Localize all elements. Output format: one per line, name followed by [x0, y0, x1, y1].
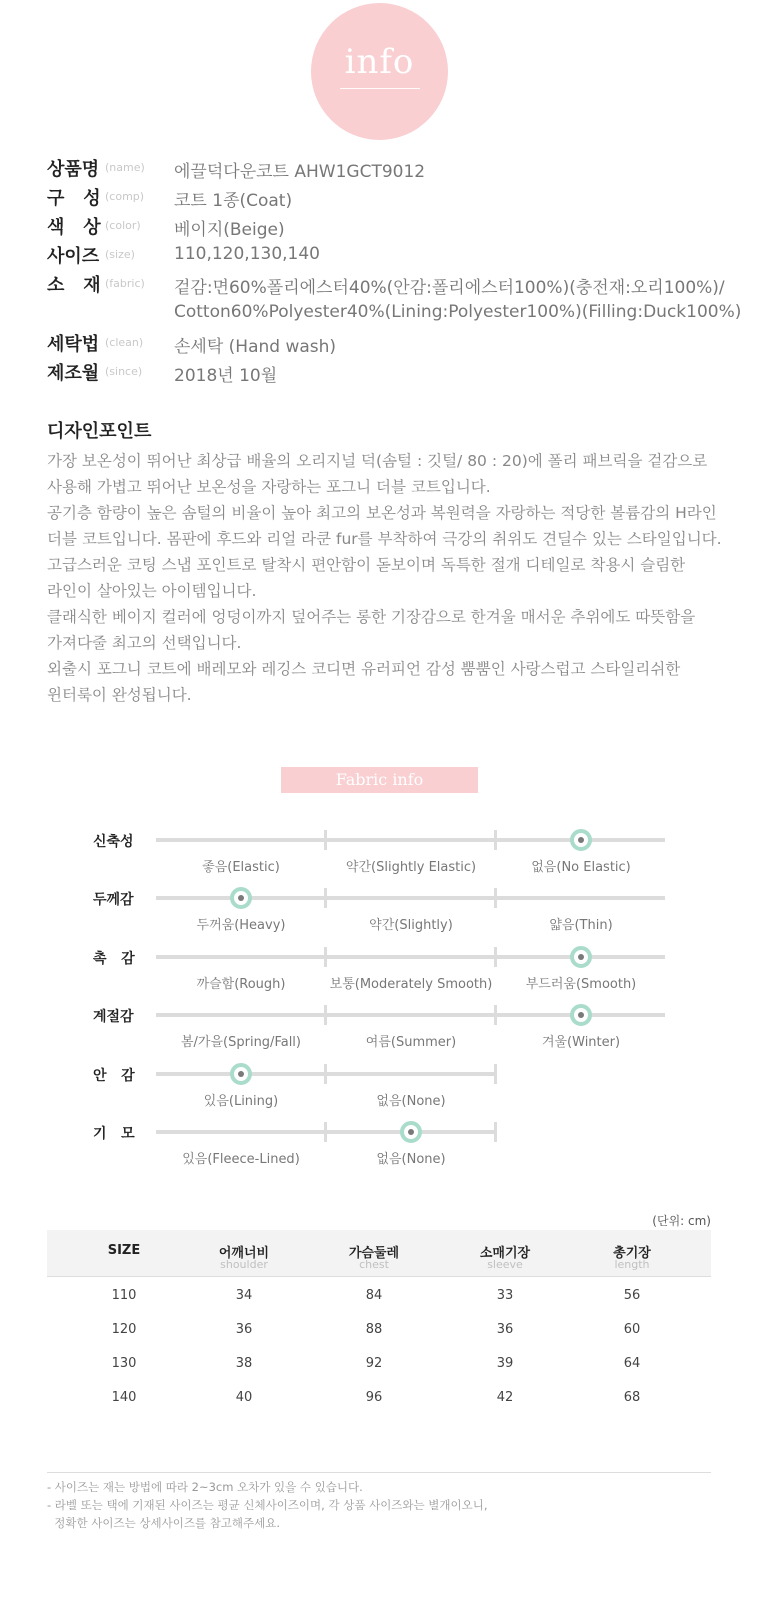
design-point-line: 윈터룩이 완성됩니다. — [47, 686, 192, 704]
fabric-row-divider — [324, 830, 327, 850]
size-table-header-label: 총기장 — [613, 1246, 651, 1261]
fabric-row-divider — [494, 1122, 497, 1142]
size-table-header-label: 어깨너비 — [218, 1246, 270, 1261]
size-table-header-label: 소매기장 — [479, 1246, 531, 1261]
fabric-row-label: 기 모 — [93, 1126, 135, 1142]
size-note-line: - 라벨 또는 택에 기재된 사이즈는 평균 신체사이즈이며, 각 상품 사이즈와는 별개이오니, — [47, 1498, 488, 1512]
fabric-row-divider — [494, 830, 497, 850]
fabric-row-divider — [494, 1064, 497, 1084]
table-cell: 92 — [365, 1356, 383, 1371]
product-info-label: 세탁법 — [47, 334, 100, 355]
notes-divider — [47, 1472, 711, 1473]
table-cell: 88 — [365, 1322, 383, 1337]
fabric-row-divider — [494, 888, 497, 908]
design-point-line: 사용해 가볍고 뛰어난 보온성을 자랑하는 포그니 더블 코트입니다. — [47, 478, 491, 496]
product-info-sublabel: (since) — [105, 365, 143, 378]
fabric-row-divider — [324, 1005, 327, 1025]
fabric-info-title: Fabric info — [335, 770, 424, 789]
fabric-option-label: 보통(Moderately Smooth) — [329, 976, 493, 992]
design-point-line: 클래식한 베이지 컬러에 엉덩이까지 덮어주는 롱한 기장감으로 한겨울 매서운 추위에도 따뜻함을 — [47, 608, 696, 626]
product-info-label: 소 재 — [47, 275, 101, 296]
fabric-row-label: 계절감 — [93, 1009, 134, 1026]
size-table-header-sublabel: shoulder — [220, 1258, 268, 1271]
fabric-row-label: 두께감 — [93, 892, 134, 909]
fabric-option-label: 부드러움(Smooth) — [525, 976, 637, 992]
product-info-label: 색 상 — [47, 217, 101, 238]
fabric-row-divider — [324, 1064, 327, 1084]
table-cell: 36 — [235, 1322, 253, 1337]
fabric-selected-marker — [570, 946, 592, 968]
table-cell: 96 — [365, 1390, 383, 1405]
design-point-title: 디자인포인트 — [47, 421, 152, 442]
product-info-value: 2018년 10월 — [174, 366, 278, 386]
fabric-selected-marker — [570, 1004, 592, 1026]
fabric-selected-marker — [570, 829, 592, 851]
fabric-option-label: 있음(Lining) — [203, 1093, 279, 1109]
design-point-line: 라인이 살아있는 아이템입니다. — [47, 582, 257, 600]
fabric-option-label: 있음(Fleece-Lined) — [182, 1152, 300, 1167]
table-cell: 110 — [111, 1288, 137, 1303]
fabric-option-label: 얇음(Thin) — [549, 918, 613, 934]
product-info-sublabel: (fabric) — [105, 277, 145, 290]
size-table-header-sublabel: length — [614, 1258, 650, 1271]
product-info-value: Cotton60%Polyester40%(Lining:Polyester100%)(Filling:Duck100%) — [174, 302, 742, 322]
table-cell: 42 — [496, 1390, 514, 1405]
fabric-option-label: 봄/가을(Spring/Fall) — [180, 1035, 301, 1051]
table-cell: 40 — [235, 1390, 253, 1405]
table-cell: 120 — [111, 1322, 137, 1337]
size-table-header-sublabel: sleeve — [487, 1258, 523, 1271]
fabric-row-divider — [324, 947, 327, 967]
fabric-row-divider — [324, 1122, 327, 1142]
size-note-line: 정확한 사이즈는 상세사이즈를 참고해주세요. — [47, 1516, 281, 1530]
size-note-line: - 사이즈는 재는 방법에 따라 2~3cm 오차가 있을 수 있습니다. — [47, 1480, 363, 1494]
product-info-sublabel: (color) — [105, 219, 141, 232]
product-info-value: 코트 1종(Coat) — [174, 191, 293, 211]
size-table-header-label: 가슴둘레 — [348, 1246, 400, 1261]
fabric-option-label: 두꺼움(Heavy) — [196, 918, 286, 934]
product-info-sublabel: (clean) — [105, 336, 144, 349]
product-info-value: 베이지(Beige) — [174, 220, 285, 240]
fabric-selected-marker — [230, 1063, 252, 1085]
table-cell: 39 — [496, 1356, 514, 1371]
info-title: info — [344, 42, 415, 82]
design-point-line: 가져다줄 최고의 선택입니다. — [47, 634, 242, 652]
fabric-option-label: 없음(None) — [376, 1152, 446, 1167]
size-table-header-label: SIZE — [107, 1243, 141, 1258]
size-table-header — [47, 1230, 711, 1277]
table-cell: 64 — [623, 1356, 641, 1371]
table-cell: 60 — [623, 1322, 641, 1337]
product-info-value: 110,120,130,140 — [174, 244, 321, 264]
product-info-sublabel: (name) — [105, 161, 145, 174]
design-point-line: 더블 코트입니다. 몸판에 후드와 리얼 라쿤 fur를 부착하여 극강의 취위도 견딜수 있는 스타일입니다. — [47, 530, 722, 548]
fabric-option-label: 여름(Summer) — [365, 1035, 457, 1051]
fabric-option-label: 까슬함(Rough) — [196, 976, 286, 992]
table-cell: 68 — [623, 1390, 641, 1405]
fabric-option-label: 없음(No Elastic) — [531, 860, 631, 875]
product-info-sublabel: (comp) — [105, 190, 145, 203]
design-point-line: 공기층 함량이 높은 솜털의 비율이 높아 최고의 보온성과 복원력을 자랑하는 적당한 볼륨감의 H라인 — [47, 504, 717, 522]
fabric-option-label: 약간(Slightly) — [369, 918, 453, 934]
fabric-row-label: 신축성 — [93, 834, 134, 850]
fabric-row-divider — [494, 1005, 497, 1025]
fabric-selected-marker — [230, 887, 252, 909]
product-info-label: 상품명 — [47, 159, 100, 180]
product-info-value: 에끌덕다운코트 AHW1GCT9012 — [174, 162, 426, 182]
unit-label: (단위: cm) — [652, 1214, 711, 1228]
fabric-option-label: 없음(None) — [376, 1093, 446, 1109]
table-cell: 36 — [496, 1322, 514, 1337]
fabric-selected-marker — [400, 1121, 422, 1143]
fabric-option-label: 좋음(Elastic) — [202, 860, 280, 875]
product-info-value: 손세탁 (Hand wash) — [174, 337, 337, 357]
size-table-header-sublabel: chest — [359, 1258, 389, 1271]
product-info-label: 구 성 — [47, 188, 101, 209]
fabric-row-divider — [324, 888, 327, 908]
fabric-option-label: 약간(Slightly Elastic) — [345, 860, 477, 875]
product-info-label: 제조월 — [47, 363, 100, 384]
fabric-row-divider — [494, 947, 497, 967]
design-point-line: 고급스러운 코팅 스냅 포인트로 탈착시 편안함이 돋보이며 독특한 절개 디테일로 착용시 슬림한 — [47, 556, 686, 574]
product-info-label: 사이즈 — [47, 246, 100, 267]
product-info-sublabel: (size) — [105, 248, 135, 261]
table-cell: 84 — [365, 1288, 383, 1303]
fabric-row-label: 안 감 — [93, 1067, 135, 1084]
fabric-option-label: 겨울(Winter) — [541, 1035, 621, 1051]
fabric-row-label: 촉 감 — [93, 950, 135, 967]
design-point-line: 외출시 포그니 코트에 배레모와 레깅스 코디면 유러피언 감성 뿜뿜인 사랑스럽고 스타일리쉬한 — [47, 660, 681, 678]
table-cell: 34 — [235, 1288, 253, 1303]
table-cell: 130 — [111, 1356, 137, 1371]
table-cell: 56 — [623, 1288, 641, 1303]
table-cell: 33 — [496, 1288, 514, 1303]
product-info-value: 겉감:면60%폴리에스터40%(안감:폴리에스터100%)(충전재:오리100%)/ — [174, 278, 725, 298]
table-cell: 38 — [235, 1356, 253, 1371]
info-title-underline — [340, 88, 420, 89]
table-cell: 140 — [111, 1390, 137, 1405]
design-point-line: 가장 보온성이 뛰어난 최상급 배율의 오리지널 덕(솜털 : 깃털/ 80 : 20)에 폴리 패브릭을 겉감으로 — [47, 452, 708, 470]
